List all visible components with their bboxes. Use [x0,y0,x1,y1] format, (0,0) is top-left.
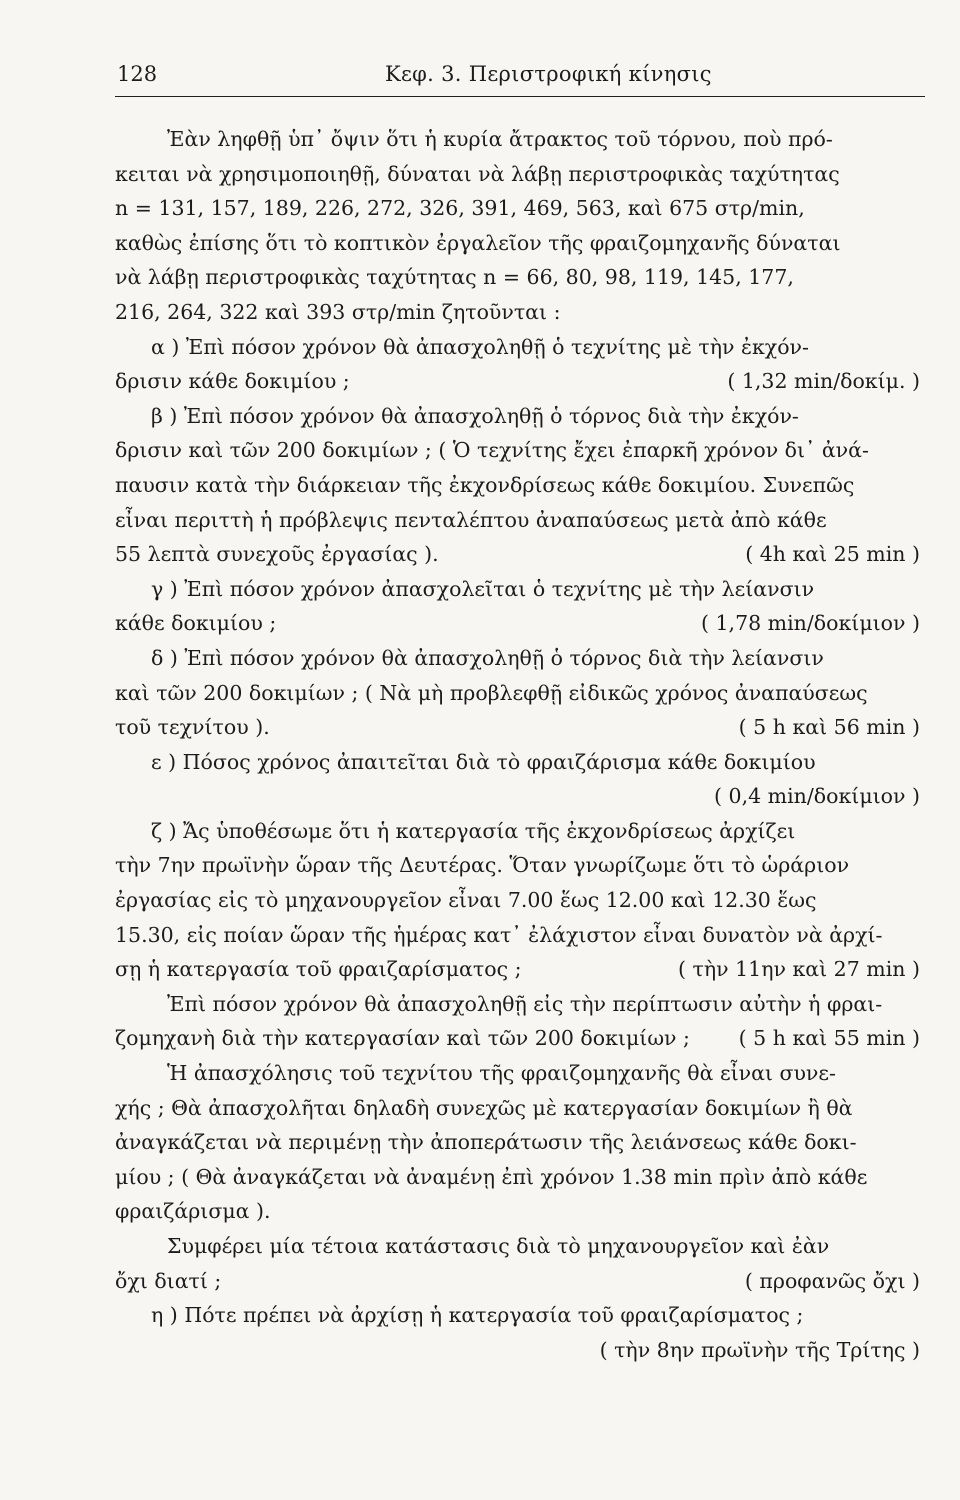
text-line: δρισιν καὶ τῶν 200 δοκιμίων ; ( Ὁ τεχνίτης ἔχει ἐπαρκῆ χρόνον δι᾽ ἀνά- [115,438,869,463]
text-line [115,364,930,399]
text-line: η ) Πότε πρέπει νὰ ἀρχίσῃ ἡ κατεργασία τοῦ φραιζαρίσματος ; [151,1303,804,1328]
text-line: ἀναγκάζεται νὰ περιμένῃ τὴν ἀποπεράτωσιν τῆς λειάνσεως κάθε δοκι- [115,1130,857,1155]
text-line [115,1264,930,1299]
page-header [115,60,925,97]
text-line: Συμφέρει μία τέτοια κατάστασις διὰ τὸ μηχανουργεῖον καὶ ἐὰν [167,1234,830,1258]
text-line: νὰ λάβῃ περιστροφικὰς ταχύτητας n = 66, 80, 98, 119, 145, 177, [115,265,794,290]
line-text: κάθε δοκιμίου ; [115,611,277,636]
text-line: 15.30, εἰς ποίαν ὥραν τῆς ἡμέρας κατ᾽ ἐλάχιστον εἶναι δυνατὸν νὰ ἀρχί- [115,922,883,947]
text-line [115,710,930,745]
text-line: εἶναι περιττὴ ἡ πρόβλεψις πενταλέπτου ἀναπαύσεως μετὰ ἀπὸ κάθε [115,507,827,532]
answer-text: ( 1,32 min/δοκίμ. ) [727,369,920,394]
page-body [115,122,930,1367]
line-text: δρισιν κάθε δοκιμίου ; [115,369,350,394]
text-line: γ ) Ἐπὶ πόσον χρόνον ἀπασχολεῖται ὁ τεχνίτης μὲ τὴν λείανσιν [151,576,815,601]
page-number: 128 [117,62,158,86]
text-line: χής ; Θὰ ἀπασχολῆται δηλαδὴ συνεχῶς μὲ κατεργασίαν δοκιμίων ἢ θὰ [115,1095,853,1120]
text-line: Ἡ ἀπασχόλησις τοῦ τεχνίτου τῆς φραιζομηχανῆς θὰ εἶναι συνε- [167,1061,836,1086]
text-line: ε ) Πόσος χρόνος ἀπαιτεῖται διὰ τὸ φραιζάρισμα κάθε δοκιμίου [151,749,816,774]
text-line: παυσιν κατὰ τὴν διάρκειαν τῆς ἐκχονδρίσεως κάθε δοκιμίου. Συνεπῶς [115,472,855,497]
text-line: Ἐπὶ πόσον χρόνον θὰ ἀπασχοληθῇ εἰς τὴν περίπτωσιν αὐτὴν ἡ φραι- [167,991,883,1016]
answer-text: ( τὴν 11ην καὶ 27 min ) [678,957,920,982]
text-line [115,606,930,641]
line-text: τοῦ τεχνίτου ). [115,715,270,740]
text-line: β ) Ἐπὶ πόσον χρόνον θὰ ἀπασχοληθῇ ὁ τόρνος διὰ τὴν ἐκχόν- [151,403,799,428]
answer-text: ( 1,78 min/δοκίμιον ) [701,611,920,636]
text-line [115,537,930,572]
text-line: 216, 264, 322 καὶ 393 στρ/min ζητοῦνται : [115,299,561,324]
text-line [115,952,930,987]
answer-text: ( 5 h καὶ 55 min ) [738,1026,920,1051]
text-line: καὶ τῶν 200 δοκιμίων ; ( Νὰ μὴ προβλεφθῇ εἰδικῶς χρόνος ἀναπαύσεως [115,680,868,705]
line-text: σῃ ἡ κατεργασία τοῦ φραιζαρίσματος ; [115,957,522,982]
answer-text: ( 4h καὶ 25 min ) [745,542,920,567]
running-title: Κεφ. 3. Περιστροφική κίνησις [385,62,712,86]
text-line: n = 131, 157, 189, 226, 272, 326, 391, 469, 563, καὶ 675 στρ/min, [115,196,805,221]
answer-text: ( 5 h καὶ 56 min ) [738,715,920,740]
line-text: 55 λεπτὰ συνεχοῦς ἐργασίας ). [115,542,439,567]
text-line: Ἐὰν ληφθῇ ὑπ᾽ ὄψιν ὅτι ἡ κυρία ἄτρακτος τοῦ τόρνου, ποὺ πρό- [167,127,833,151]
text-line [115,1021,930,1056]
line-text: ζομηχανὴ διὰ τὴν κατεργασίαν καὶ τῶν 200 δοκιμίων ; [115,1026,690,1051]
text-line: ἐργασίας εἰς τὸ μηχανουργεῖον εἶναι 7.00 ἕως 12.00 καὶ 12.30 ἕως [115,888,817,913]
text-line: μίου ; ( Θὰ ἀναγκάζεται νὰ ἀναμένῃ ἐπὶ χρόνον 1.38 min πρὶν ἀπὸ κάθε [115,1164,868,1189]
line-text: ὄχι διατί ; [115,1268,222,1293]
text-line: κειται νὰ χρησιμοποιηθῇ, δύναται νὰ λάβῃ περιστροφικὰς ταχύτητας [115,161,840,186]
text-line: καθὼς ἐπίσης ὅτι τὸ κοπτικὸν ἐργαλεῖον τῆς φραιζομηχανῆς δύναται [115,230,841,255]
text-line: α ) Ἐπὶ πόσον χρόνον θὰ ἀπασχοληθῇ ὁ τεχνίτης μὲ τὴν ἐκχόν- [151,334,809,359]
text-line: ( τὴν 8ην πρωϊνὴν τῆς Τρίτης ) [599,1337,920,1362]
text-line: φραιζάρισμα ). [115,1199,271,1224]
text-line: δ ) Ἐπὶ πόσον χρόνον θὰ ἀπασχοληθῇ ὁ τόρνος διὰ τὴν λείανσιν [151,645,824,670]
text-line: τὴν 7ην πρωϊνὴν ὥραν τῆς Δευτέρας. Ὅταν γνωρίζωμε ὅτι τὸ ὡράριον [115,853,850,878]
answer-text: ( προφανῶς ὄχι ) [744,1268,920,1293]
text-line: ( 0,4 min/δοκίμιον ) [714,784,920,809]
text-line: ζ ) Ἄς ὑποθέσωμε ὅτι ἡ κατεργασία τῆς ἐκχονδρίσεως ἀρχίζει [151,818,796,843]
